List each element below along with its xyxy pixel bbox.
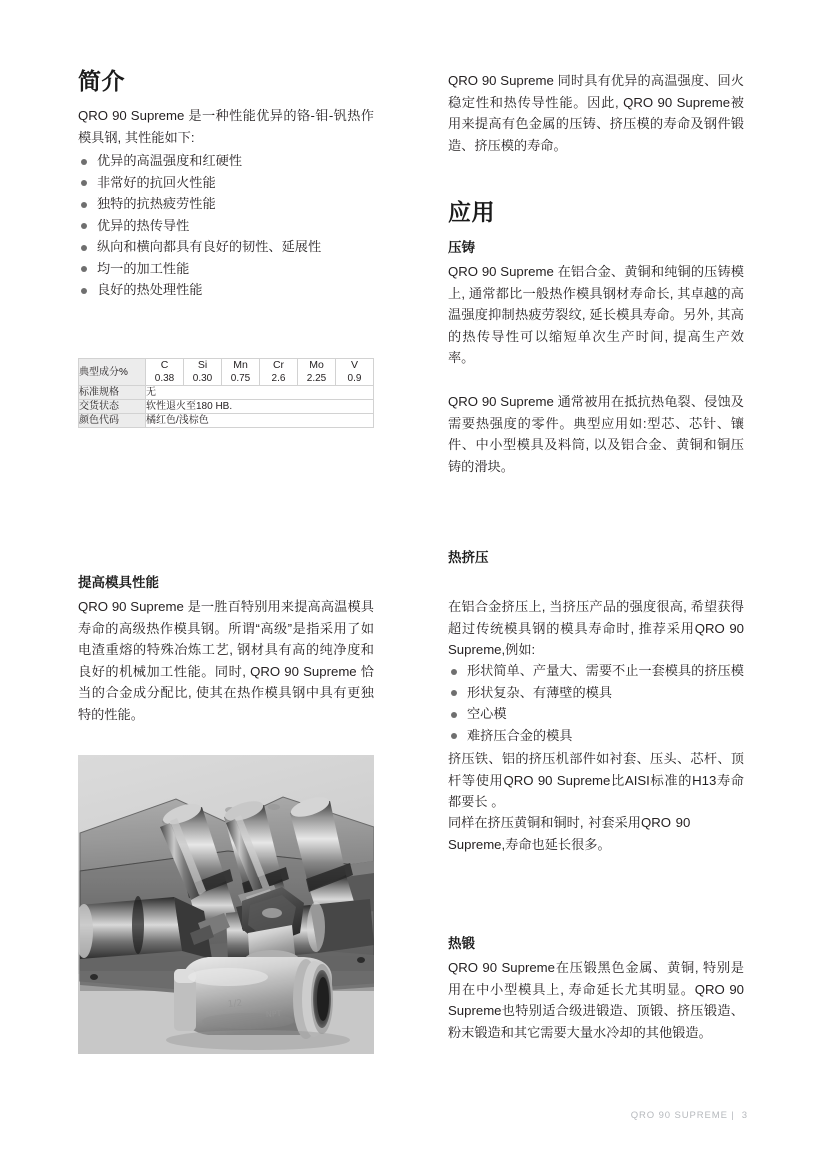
element-value: 0.9 [347, 373, 362, 384]
svg-text:NPT: NPT [265, 1008, 282, 1019]
list-item: 独特的抗热疲劳性能 [78, 193, 374, 215]
list-item: 形状复杂、有薄壁的模具 [448, 682, 744, 704]
element-symbol: V [350, 359, 358, 371]
die-casting-paragraph-1: QRO 90 Supreme 在铝合金、黄铜和纯铜的压铸模上, 通常都比一般热作模具钢材寿命长, 其卓越的高温强度抑制热疲劳裂纹, 延长模具寿命。另外, 其高的热传导性可以缩短单次生产时间, 提高生产效率。 [448, 264, 744, 365]
list-item: 纵向和横向都具有良好的韧性、延展性 [78, 236, 374, 258]
list-item: 均一的加工性能 [78, 258, 374, 280]
row-label: 颜色代码 [79, 414, 146, 428]
right-intro-paragraph: QRO 90 Supreme 同时具有优异的高温强度、回火稳定性和热传导性能。因此, QRO 90 Supreme被用来提高有色金属的压铸、挤压模的寿命及钢件锻造、挤压模的寿命。 [448, 73, 744, 153]
element-cell-4 [298, 359, 336, 386]
row-label: 交货状态 [79, 400, 146, 414]
die-performance-paragraph: QRO 90 Supreme 是一胜百特别用来提高高温模具寿命的高级热作模具钢。所谓“高级”是指采用了如电渣重熔的特殊冶炼工艺, 钢材具有高的纯净度和良好的机械加工性能。同时, QRO 90 Supreme 恰当的合金成分配比, 使其在热作模具钢中具有更独特的性能。 [78, 599, 374, 722]
element-symbol: C [160, 359, 169, 371]
list-item: 形状简单、产量大、需要不止一套模具的挤压模 [448, 660, 744, 682]
table-row-composition [79, 359, 374, 386]
list-item: 空心模 [448, 703, 744, 725]
element-value: 0.30 [192, 373, 213, 384]
hot-extrusion-heading: 热挤压 [448, 550, 489, 565]
page-title: 简介 [78, 68, 125, 94]
die-casting-mould-and-brass-valve-bodies-photo [78, 755, 374, 1054]
hot-extrusion-paragraph-1: 在铝合金挤压上, 当挤压产品的强度很高, 希望获得超过传统模具钢的模具寿命时, 推荐采用QRO 90 Supreme,例如: [448, 599, 744, 657]
hot-forging-heading: 热锻 [448, 936, 475, 951]
intro-paragraph: QRO 90 Supreme 是一种性能优异的铬-钼-钒热作模具钢, 其性能如下: [78, 108, 374, 145]
die-performance-heading: 提高模具性能 [78, 575, 159, 590]
element-cell-5 [336, 359, 374, 386]
element-cell-1 [184, 359, 222, 386]
composition-label: 典型成分% [79, 359, 146, 386]
list-item: 良好的热处理性能 [78, 279, 374, 301]
element-symbol: Mn [233, 359, 248, 371]
table-row [79, 386, 374, 400]
row-value: 无 [146, 386, 374, 400]
specification-table [78, 358, 374, 428]
hot-forging-paragraph: QRO 90 Supreme在压锻黑色金属、黄铜, 特别是用在中小型模具上, 寿命延长尤其明显。QRO 90 Supreme也特别适合级进锻造、顶锻、挤压锻造、粉末锻造和其它需要大量水冷却的其他锻造。 [448, 960, 744, 1040]
hot-extrusion-paragraph-2: 挤压铁、铝的挤压机部件如衬套、压头、芯杆、顶杆等使用QRO 90 Supreme比AISI标准的H13寿命都要长 。 [448, 751, 744, 809]
row-value: 橘红色/浅棕色 [146, 414, 374, 428]
feature-bullet-list [78, 150, 374, 301]
element-symbol: Mo [309, 359, 324, 371]
element-value: 0.75 [230, 373, 251, 384]
list-item: 优异的热传导性 [78, 215, 374, 237]
element-value: 2.25 [306, 373, 327, 384]
element-symbol: Si [197, 359, 208, 371]
row-value: 软性退火至180 HB. [146, 400, 374, 414]
element-value: 0.38 [154, 373, 175, 384]
table-row [79, 400, 374, 414]
die-casting-heading: 压铸 [448, 240, 475, 255]
row-label: 标准规格 [79, 386, 146, 400]
photo-artwork [78, 755, 374, 1054]
list-item: 优异的高温强度和红硬性 [78, 150, 374, 172]
table-row [79, 414, 374, 428]
element-value: 2.6 [271, 373, 286, 384]
element-cell-0 [146, 359, 184, 386]
list-item: 非常好的抗回火性能 [78, 172, 374, 194]
applications-heading: 应用 [448, 199, 495, 225]
hot-extrusion-bullet-list [448, 660, 744, 746]
element-cell-3 [260, 359, 298, 386]
die-casting-paragraph-2: QRO 90 Supreme 通常被用在抵抗热龟裂、侵蚀及需要热强度的零件。典型应用如:型芯、芯针、镶件、中小型模具及料筒, 以及铝合金、黄铜和铜压铸的滑块。 [448, 394, 744, 474]
page-footer: QRO 90 SUPREME | 3 [630, 1110, 748, 1121]
element-symbol: Cr [272, 359, 285, 371]
svg-text:1/2: 1/2 [227, 998, 243, 1010]
list-item: 难挤压合金的模具 [448, 725, 744, 747]
element-cell-2 [222, 359, 260, 386]
hot-extrusion-paragraph-3: 同样在挤压黄铜和铜时, 衬套采用QRO 90 Supreme,寿命也延长很多。 [448, 815, 691, 852]
